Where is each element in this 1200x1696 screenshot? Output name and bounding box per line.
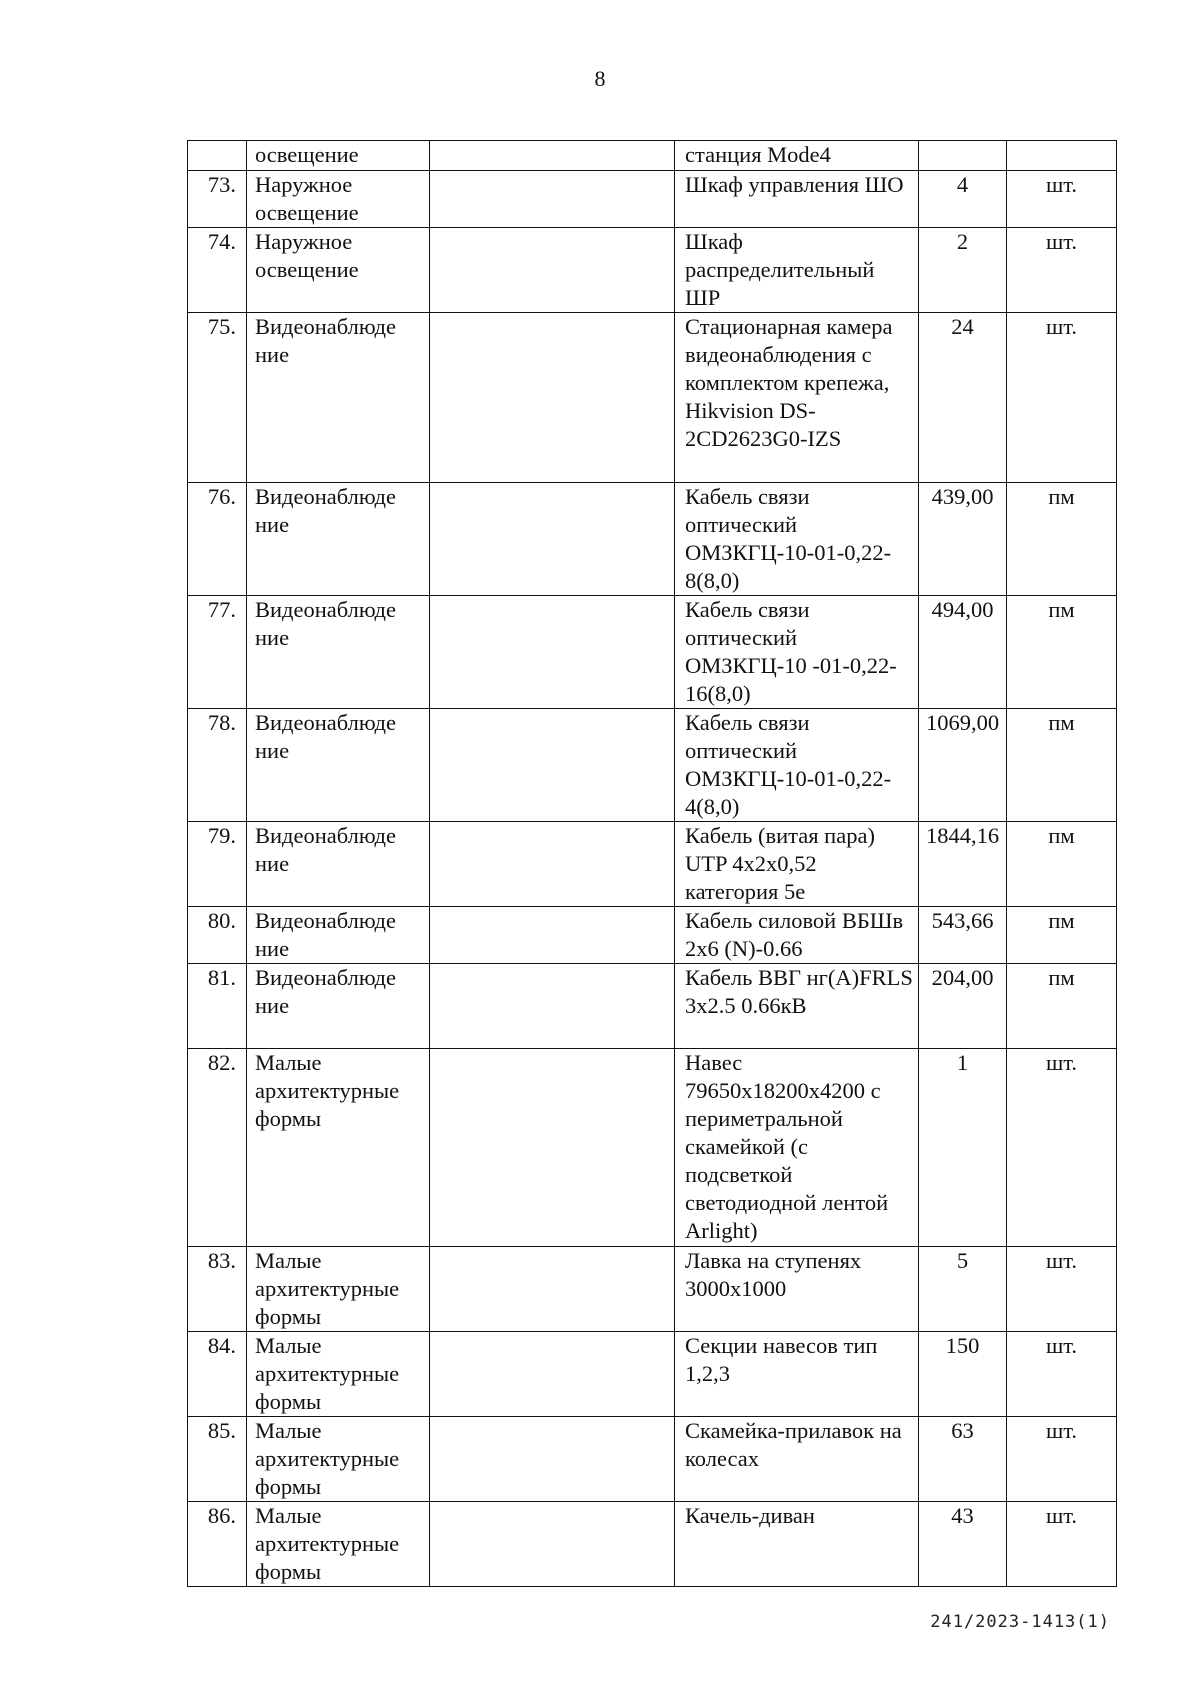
- category-cell: Видеонаблюде ние: [247, 907, 430, 964]
- item-name-cell: Качель-диван: [675, 1502, 919, 1587]
- table-row: [188, 709, 1117, 822]
- quantity-cell: 1844,16: [919, 822, 1007, 907]
- row-number-cell: 85.: [188, 1417, 247, 1502]
- row-number-cell: 79.: [188, 822, 247, 907]
- row-number-cell: 73.: [188, 171, 247, 228]
- quantity-cell: 204,00: [919, 964, 1007, 1049]
- unit-cell: шт.: [1007, 1502, 1117, 1587]
- item-name-cell: Кабель связи оптический ОМЗКГЦ-10-01-0,22-4(8,0): [675, 709, 919, 822]
- item-name-cell: Кабель ВВГ нг(А)FRLS 3x2.5 0.66кВ: [675, 964, 919, 1049]
- item-name-cell: Шкаф управления ШО: [675, 171, 919, 228]
- item-name-cell: Кабель связи оптический ОМЗКГЦ-10-01-0,22-8(8,0): [675, 483, 919, 596]
- category-cell: Видеонаблюде ние: [247, 596, 430, 709]
- item-name-cell: Лавка на ступенях 3000х1000: [675, 1247, 919, 1332]
- category-cell: Малые архитектурные формы: [247, 1502, 430, 1587]
- table-row: [188, 171, 1117, 228]
- spec-cell: [430, 228, 675, 313]
- spec-cell: [430, 1049, 675, 1247]
- quantity-cell: 5: [919, 1247, 1007, 1332]
- specification-table: [187, 140, 1117, 1587]
- item-name-cell: Кабель связи оптический ОМЗКГЦ-10 -01-0,22-16(8,0): [675, 596, 919, 709]
- category-cell: Видеонаблюде ние: [247, 822, 430, 907]
- category-cell: Наружное освещение: [247, 171, 430, 228]
- quantity-cell: 1069,00: [919, 709, 1007, 822]
- category-cell: Наружное освещение: [247, 228, 430, 313]
- item-name-cell: Кабель (витая пара) UTP 4x2x0,52 категория 5е: [675, 822, 919, 907]
- unit-cell: пм: [1007, 822, 1117, 907]
- row-number-cell: 75.: [188, 313, 247, 483]
- quantity-cell: 543,66: [919, 907, 1007, 964]
- category-cell: освещение: [247, 141, 430, 171]
- spec-cell: [430, 822, 675, 907]
- category-cell: Малые архитектурные формы: [247, 1332, 430, 1417]
- item-name-cell: Кабель силовой ВБШв 2х6 (N)-0.66: [675, 907, 919, 964]
- table-row: [188, 907, 1117, 964]
- table-row: [188, 228, 1117, 313]
- quantity-cell: 43: [919, 1502, 1007, 1587]
- item-name-cell: Шкаф распределительный ШР: [675, 228, 919, 313]
- quantity-cell: 24: [919, 313, 1007, 483]
- unit-cell: шт.: [1007, 1417, 1117, 1502]
- table-row: [188, 1332, 1117, 1417]
- table-row: [188, 1247, 1117, 1332]
- item-name-cell: Секции навесов тип 1,2,3: [675, 1332, 919, 1417]
- spec-cell: [430, 709, 675, 822]
- row-number-cell: [188, 141, 247, 171]
- spec-cell: [430, 1502, 675, 1587]
- row-number-cell: 74.: [188, 228, 247, 313]
- unit-cell: пм: [1007, 596, 1117, 709]
- table-row: [188, 1049, 1117, 1247]
- unit-cell: пм: [1007, 964, 1117, 1049]
- quantity-cell: 2: [919, 228, 1007, 313]
- spec-cell: [430, 313, 675, 483]
- row-number-cell: 76.: [188, 483, 247, 596]
- row-number-cell: 86.: [188, 1502, 247, 1587]
- category-cell: Малые архитектурные формы: [247, 1049, 430, 1247]
- unit-cell: шт.: [1007, 1332, 1117, 1417]
- quantity-cell: 150: [919, 1332, 1007, 1417]
- quantity-cell: 494,00: [919, 596, 1007, 709]
- unit-cell: [1007, 141, 1117, 171]
- category-cell: Видеонаблюде ние: [247, 964, 430, 1049]
- category-cell: Малые архитектурные формы: [247, 1417, 430, 1502]
- item-name-cell: Скамейка-прилавок на колесах: [675, 1417, 919, 1502]
- category-cell: Видеонаблюде ние: [247, 313, 430, 483]
- table-row: [188, 822, 1117, 907]
- category-cell: Малые архитектурные формы: [247, 1247, 430, 1332]
- row-number-cell: 84.: [188, 1332, 247, 1417]
- unit-cell: шт.: [1007, 228, 1117, 313]
- page-number: 8: [594, 66, 606, 91]
- quantity-cell: 439,00: [919, 483, 1007, 596]
- unit-cell: шт.: [1007, 1049, 1117, 1247]
- table-body: [188, 141, 1117, 1587]
- category-cell: Видеонаблюде ние: [247, 709, 430, 822]
- quantity-cell: 4: [919, 171, 1007, 228]
- unit-cell: шт.: [1007, 313, 1117, 483]
- spec-cell: [430, 141, 675, 171]
- row-number-cell: 80.: [188, 907, 247, 964]
- item-name-cell: Стационарная камера видеонаблюдения с комплектом крепежа, Hikvision DS-2CD2623G0-IZS: [675, 313, 919, 483]
- quantity-cell: 1: [919, 1049, 1007, 1247]
- category-cell: Видеонаблюде ние: [247, 483, 430, 596]
- table-row: [188, 1417, 1117, 1502]
- row-number-cell: 83.: [188, 1247, 247, 1332]
- quantity-cell: 63: [919, 1417, 1007, 1502]
- spec-cell: [430, 171, 675, 228]
- table-row: [188, 596, 1117, 709]
- spec-cell: [430, 1332, 675, 1417]
- row-number-cell: 82.: [188, 1049, 247, 1247]
- spec-cell: [430, 483, 675, 596]
- row-number-cell: 77.: [188, 596, 247, 709]
- unit-cell: шт.: [1007, 1247, 1117, 1332]
- unit-cell: пм: [1007, 907, 1117, 964]
- spec-cell: [430, 596, 675, 709]
- item-name-cell: станция Mode4: [675, 141, 919, 171]
- document-code: 241/2023-1413(1): [930, 1612, 1110, 1632]
- row-number-cell: 81.: [188, 964, 247, 1049]
- spec-cell: [430, 1417, 675, 1502]
- table-row: [188, 1502, 1117, 1587]
- table-row: [188, 313, 1117, 483]
- quantity-cell: [919, 141, 1007, 171]
- spec-cell: [430, 1247, 675, 1332]
- unit-cell: пм: [1007, 483, 1117, 596]
- table-row: [188, 483, 1117, 596]
- spec-cell: [430, 964, 675, 1049]
- unit-cell: пм: [1007, 709, 1117, 822]
- spec-cell: [430, 907, 675, 964]
- unit-cell: шт.: [1007, 171, 1117, 228]
- item-name-cell: Навес 79650х18200х4200 с периметральной скамейкой (с подсветкой светодиодной лентой Arlight): [675, 1049, 919, 1247]
- row-number-cell: 78.: [188, 709, 247, 822]
- table-row: [188, 964, 1117, 1049]
- table-row: [188, 141, 1117, 171]
